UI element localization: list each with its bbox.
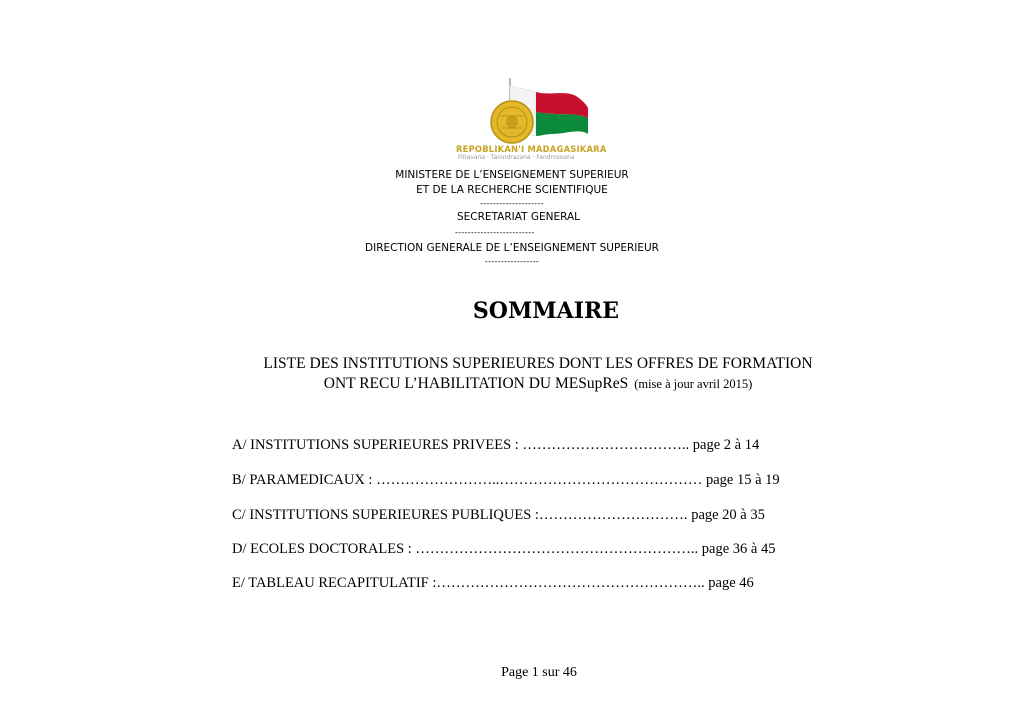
secretariat-general: SECRETARIAT GENERAL (457, 211, 581, 223)
page-title: SOMMAIRE (472, 298, 620, 324)
toc-label: D/ ECOLES DOCTORALES : ………………………………………………….. (232, 541, 702, 557)
page-number: Page 1 sur 46 (501, 665, 577, 680)
subtitle-line-1: LISTE DES INSTITUTIONS SUPERIEURES DONT LES OFFRES DE FORMATION (263, 355, 813, 372)
toc-page: page 36 à 45 (701, 541, 776, 557)
separator: ------------------------- (455, 228, 535, 237)
ministry-line-2: ET DE LA RECHERCHE SCIENTIFIQUE (416, 184, 608, 196)
toc-page: page 46 (708, 575, 754, 591)
toc-label: E/ TABLEAU RECAPITULATIF :……………………………………………….. (232, 575, 705, 591)
subtitle-line-2 (0, 375, 1024, 393)
toc-page: page 15 à 19 (705, 472, 780, 488)
toc-entry (232, 506, 765, 524)
ministry-line-1: MINISTERE DE L’ENSEIGNEMENT SUPERIEUR (395, 169, 629, 181)
toc-entry (232, 574, 754, 592)
toc-entry (232, 540, 775, 558)
toc-page: page 20 à 35 (691, 507, 765, 523)
toc-entry (232, 471, 780, 489)
toc-label: A/ INSTITUTIONS SUPERIEURES PRIVEES : …………………………….. (232, 437, 690, 453)
separator: -------------------- (480, 199, 544, 208)
toc-page: page 2 à 14 (692, 437, 760, 453)
logo-text: REPOBLIKAN'I MADAGASIKARA (456, 144, 607, 154)
direction-generale: DIRECTION GENERALE DE L’ENSEIGNEMENT SUPERIEUR (365, 242, 659, 254)
subtitle-text: ONT RECU L’HABILITATION DU MESupReS (323, 375, 629, 392)
toc-entry (232, 436, 759, 454)
toc-label: C/ INSTITUTIONS SUPERIEURES PUBLIQUES :…………………………. (232, 507, 688, 523)
logo-motto: Fitiavana · Tanindrazana · Fandrosoana (458, 154, 575, 161)
toc-label: B/ PARAMEDICAUX : ……………………..…………………………………… (232, 472, 706, 488)
update-note: (mise à jour avril 2015) (634, 377, 753, 391)
separator: ----------------- (484, 257, 540, 266)
